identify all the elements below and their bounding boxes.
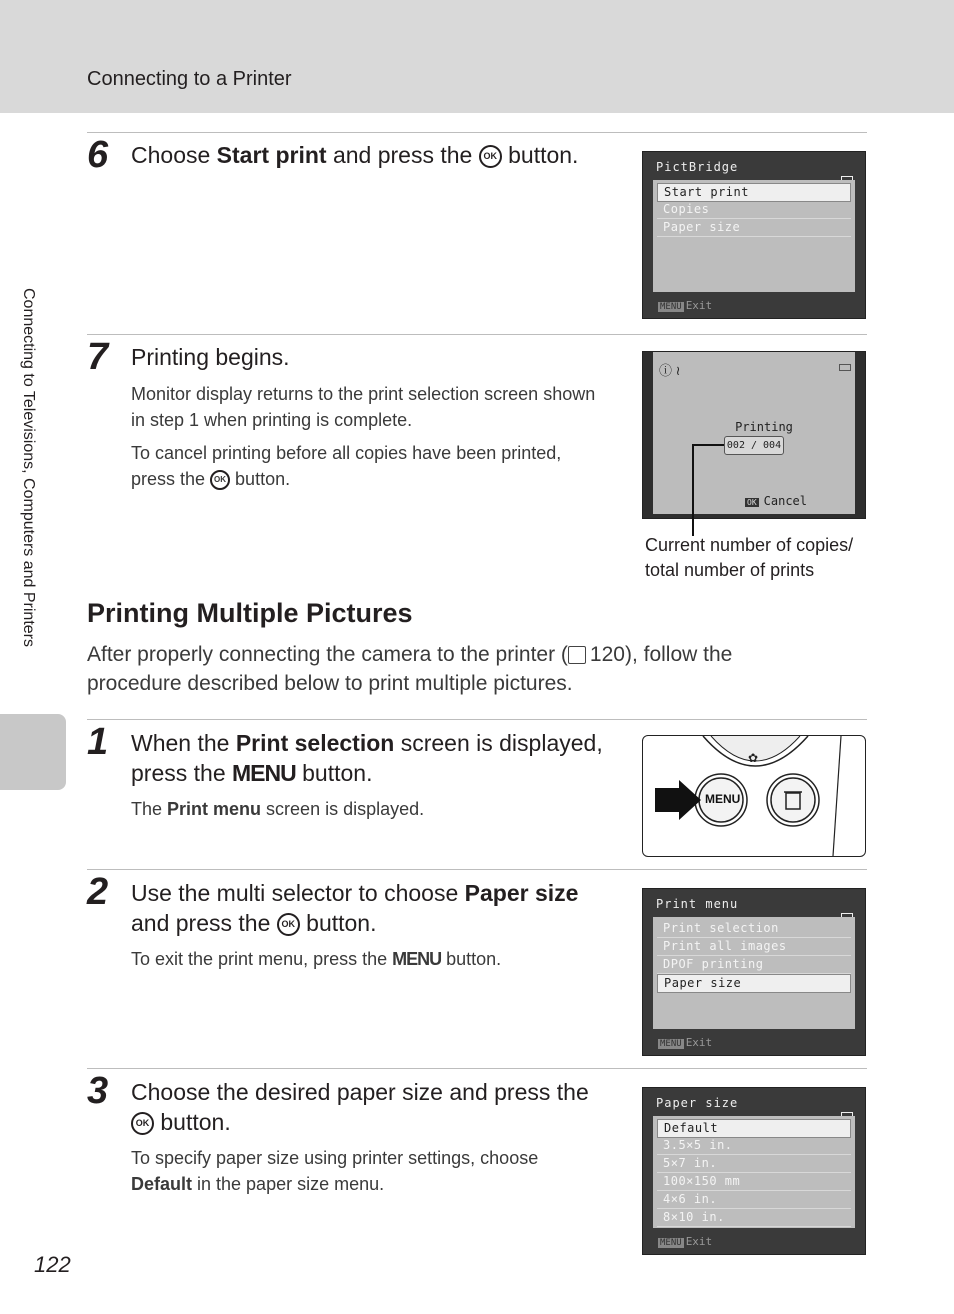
ok-button-icon: OK — [479, 145, 502, 168]
book-ref-icon — [568, 646, 586, 664]
step-number: 3 — [87, 1070, 109, 1112]
menu-item: Print selection — [657, 920, 851, 938]
screen-exit-hint — [658, 1036, 712, 1049]
text: and press the — [131, 910, 277, 936]
menu-tag: MENU — [660, 1039, 682, 1049]
counter-caption: Current number of copies/ total number of prints — [645, 535, 854, 580]
step-number: 2 — [87, 871, 109, 913]
camera-screen-paper-size — [642, 1087, 866, 1255]
cancel-label: Cancel — [763, 494, 807, 508]
step-number: 6 — [87, 134, 109, 176]
bold-text: Print menu — [167, 799, 262, 819]
screen-title: Print menu — [656, 897, 739, 911]
text: Use the multi selector to choose — [131, 880, 465, 906]
step-title — [131, 728, 611, 788]
text: After properly connecting the camera to the printer ( — [87, 643, 568, 666]
copy-counter: 002 / 004 — [724, 436, 784, 455]
text: Choose — [131, 142, 217, 168]
menu-item: Paper size — [657, 219, 851, 237]
menu-item: Paper size — [657, 974, 851, 993]
step-text — [131, 1145, 601, 1197]
ok-button-icon: OK — [277, 913, 300, 936]
screen-title: PictBridge — [656, 160, 739, 174]
menu-item: 3.5×5 in. — [657, 1137, 851, 1155]
menu-panel — [653, 917, 855, 1029]
chapter-side-label: Connecting to Televisions, Computers and Printers — [20, 288, 37, 647]
menu-item: 4×6 in. — [657, 1191, 851, 1209]
menu-button-icon: MENU — [232, 760, 296, 786]
ok-button-icon: OK — [131, 1112, 154, 1135]
menu-button-icon: MENU — [392, 949, 442, 969]
camera-buttons-drawing — [643, 736, 865, 856]
menu-item: 5×7 in. — [657, 1155, 851, 1173]
step-title — [131, 878, 611, 938]
menu-button-label: MENU — [705, 792, 741, 806]
text: button. — [295, 760, 373, 786]
ok-button-icon: OK — [210, 470, 230, 490]
text: ), follow the procedure described below to print multiple pictures. — [87, 643, 733, 695]
text: in the paper size menu. — [192, 1174, 385, 1194]
menu-item: Start print — [657, 183, 851, 202]
section-intro — [87, 640, 807, 698]
printing-status: Printing — [735, 420, 793, 434]
divider — [87, 719, 867, 720]
step-number: 1 — [87, 721, 109, 763]
menu-item: Copies — [657, 201, 851, 219]
text: button. — [154, 1109, 231, 1135]
step-text: Monitor display returns to the print selection screen shown in step 1 when printing is complete. — [131, 384, 596, 430]
menu-item: 100×150 mm — [657, 1173, 851, 1191]
text: To specify paper size using printer settings, choose — [131, 1148, 539, 1168]
bold-text: Paper size — [464, 880, 579, 906]
menu-item: 8×10 in. — [657, 1209, 851, 1227]
text: button. — [230, 469, 291, 489]
exit-label: Exit — [685, 299, 713, 312]
menu-item: DPOF printing — [657, 956, 851, 974]
exit-label: Exit — [685, 1036, 713, 1049]
text: and press the — [326, 142, 479, 168]
step-title — [131, 1077, 611, 1137]
screen-title: Paper size — [656, 1096, 739, 1110]
step-text — [131, 796, 601, 822]
divider — [87, 869, 867, 870]
text: The — [131, 799, 168, 819]
text: screen is displayed, press the — [131, 730, 603, 786]
step-number: 7 — [87, 336, 109, 378]
text: button. — [299, 910, 377, 936]
menu-tag: MENU — [660, 302, 682, 312]
menu-item: Print all images — [657, 938, 851, 956]
text: To cancel printing before all copies have been printed, press the — [131, 443, 562, 489]
menu-tag: MENU — [660, 1238, 682, 1248]
exit-label: Exit — [685, 1235, 713, 1248]
divider — [87, 1068, 867, 1069]
bold-text: Print selection — [235, 730, 395, 756]
svg-text:✿: ✿ — [748, 751, 759, 765]
camera-back-illustration — [642, 735, 866, 857]
step-text — [131, 946, 601, 972]
page-ref: 120 — [589, 643, 625, 666]
camera-screen-print-menu — [642, 888, 866, 1056]
section-title: Printing Multiple Pictures — [87, 598, 413, 628]
ok-tag: OK — [747, 498, 757, 507]
warning-icon: ⓘ ≀ — [659, 363, 681, 378]
text: button. — [501, 142, 579, 168]
bold-text: Default — [131, 1174, 193, 1194]
text: Choose the desired paper size and press the — [131, 1079, 589, 1105]
header-title: Connecting to a Printer — [87, 68, 292, 90]
text: screen is displayed. — [261, 799, 425, 819]
menu-panel — [653, 1116, 855, 1228]
screen-exit-hint — [658, 1235, 712, 1248]
menu-item: Default — [657, 1119, 851, 1138]
page-number: 122 — [34, 1252, 71, 1277]
step-title: Printing begins. — [131, 344, 290, 370]
text: When the — [131, 730, 236, 756]
text: To exit the print menu, press the — [131, 949, 393, 969]
text: button. — [441, 949, 502, 969]
bold-text: Start print — [216, 142, 327, 168]
